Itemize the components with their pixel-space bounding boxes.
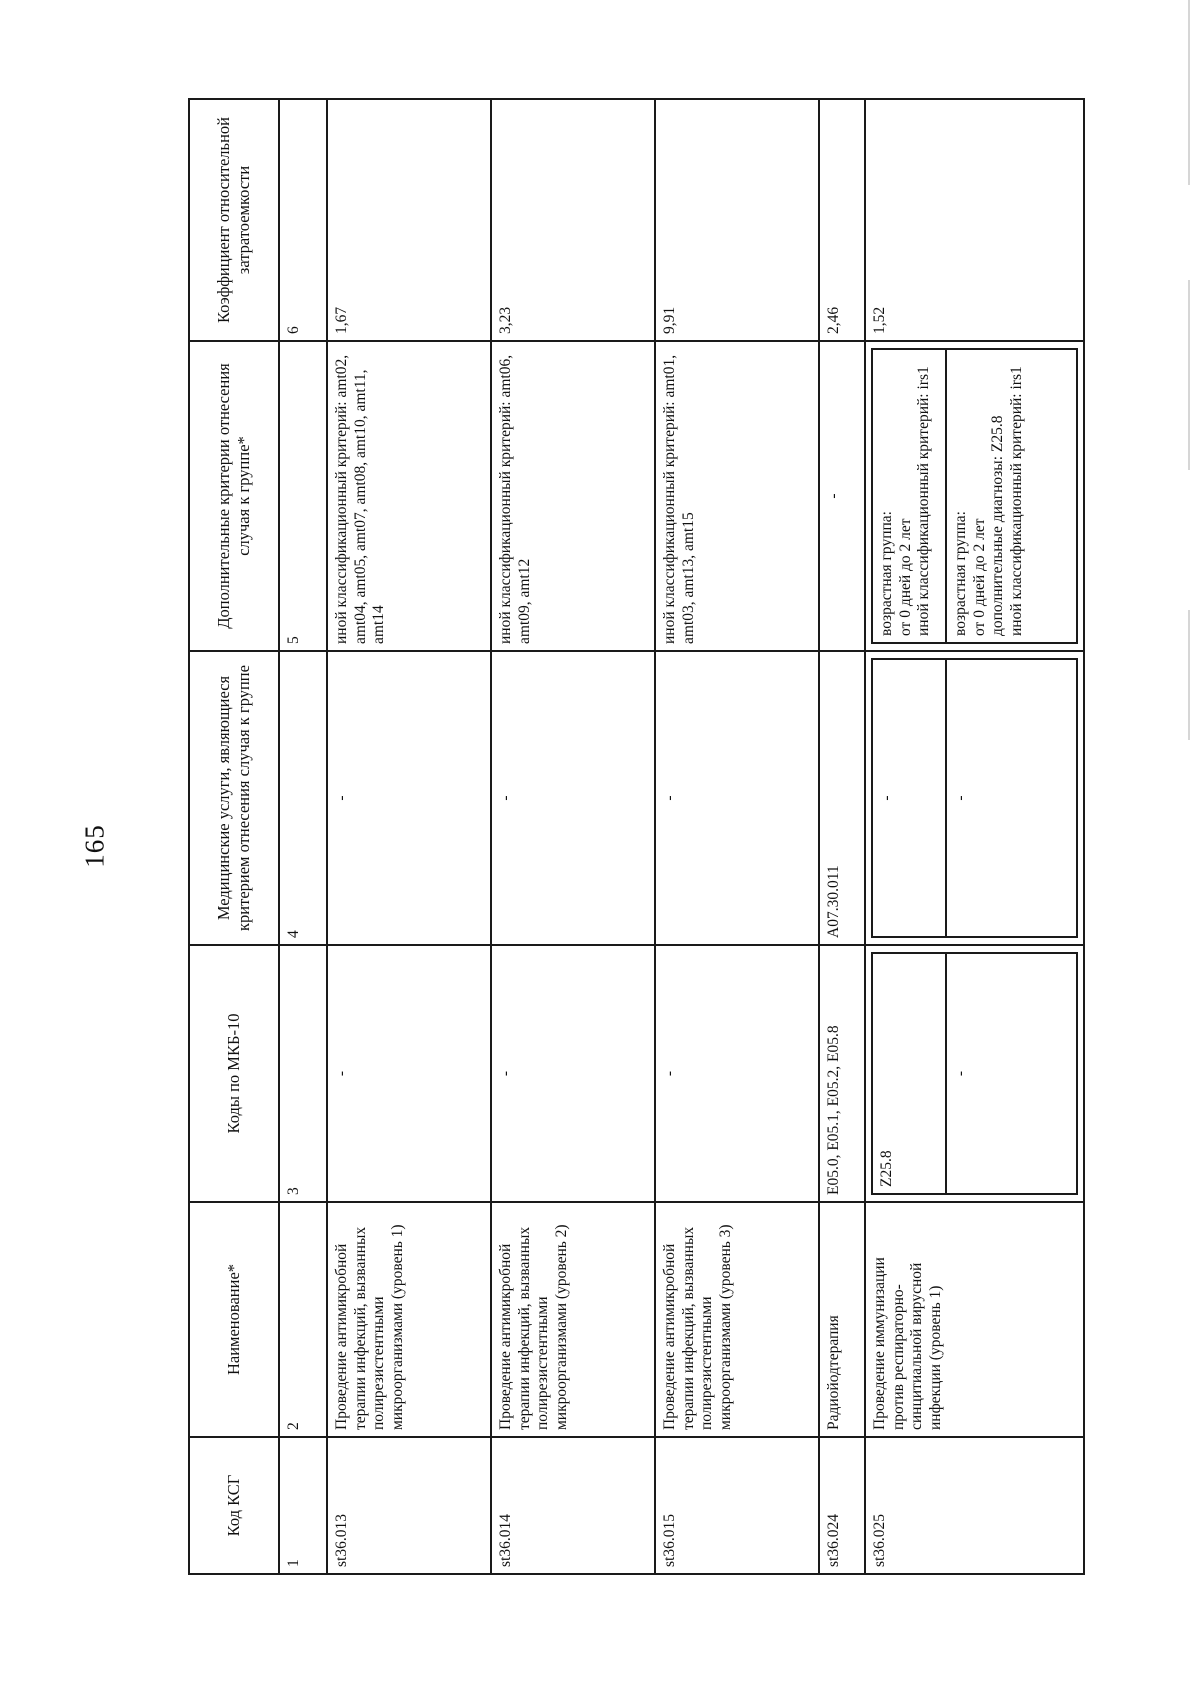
header-row (189, 99, 279, 1574)
column-number: 6 (279, 99, 327, 341)
ksg-table (188, 98, 1085, 1575)
table-row (819, 99, 865, 1574)
column-number: 2 (279, 1202, 327, 1437)
table-row (655, 99, 819, 1574)
additional-criteria: иной классификационный критерий: amt06, amt09, amt12 (491, 341, 655, 651)
column-number: 1 (279, 1437, 327, 1574)
header-icd: Коды по МКБ-10 (189, 945, 279, 1202)
column-number: 5 (279, 341, 327, 651)
ksg-name: Радиойодтерапия (819, 1202, 865, 1437)
ksg-code: st36.024 (819, 1437, 865, 1574)
table-row (491, 99, 655, 1574)
ksg-code: st36.025 (865, 1437, 1084, 1574)
additional-criteria: иной классификационный критерий: amt02, amt04, amt05, amt07, amt08, amt10, amt11, amt14 (327, 341, 491, 651)
header-name: Наименование* (189, 1202, 279, 1437)
column-number: 3 (279, 945, 327, 1202)
cost-coefficient: 3,23 (491, 99, 655, 341)
medical-services: - (946, 659, 1077, 937)
column-number: 4 (279, 651, 327, 945)
cost-coefficient: 9,91 (655, 99, 819, 341)
ksg-code: st36.015 (655, 1437, 819, 1574)
additional-criteria-cell (865, 341, 1084, 651)
header-code: Код КСГ (189, 1437, 279, 1574)
icd-codes: Z25.8 (872, 953, 946, 1194)
icd-codes: E05.0, E05.1, E05.2, E05.8 (819, 945, 865, 1202)
icd-codes: - (491, 945, 655, 1202)
scan-edge-line (1188, 280, 1190, 470)
cost-coefficient: 2,46 (819, 99, 865, 341)
additional-criteria: - (819, 341, 865, 651)
ksg-code: st36.013 (327, 1437, 491, 1574)
criteria-line: возрастная группа: (952, 511, 969, 636)
ksg-name: Проведение антимикробной терапии инфекций, вызванных полирезистентными микроорганизмами (уровень 1) (327, 1202, 491, 1437)
criteria-line: от 0 дней до 2 лет (896, 518, 914, 636)
page-number: 165 (79, 824, 110, 868)
rotated-table-container (188, 100, 1085, 1575)
cost-coefficient: 1,52 (865, 99, 1084, 341)
icd-codes: - (946, 953, 1077, 1194)
icd-codes: - (327, 945, 491, 1202)
column-number-row (279, 99, 327, 1574)
header-services: Медицинские услуги, являющиеся критерием отнесения случая к группе (189, 651, 279, 945)
additional-criteria (872, 349, 946, 643)
medical-services: - (655, 651, 819, 945)
header-criteria: Дополнительные критерии отнесения случая к группе* (189, 341, 279, 651)
table-row (865, 99, 1084, 1574)
medical-services: A07.30.011 (819, 651, 865, 945)
header-coefficient: Коэффициент относительной затратоемкости (189, 99, 279, 341)
ksg-code: st36.014 (491, 1437, 655, 1574)
table-row (327, 99, 491, 1574)
icd-codes: - (655, 945, 819, 1202)
criteria-line: от 0 дней до 2 лет (970, 518, 988, 636)
scan-edge-line (1188, 0, 1190, 185)
criteria-line: дополнительные диагнозы: Z25.8 (989, 415, 1007, 636)
ksg-name: Проведение иммунизации против респираторно-синцитиальной вирусной инфекции (уровень 1) (865, 1202, 1084, 1437)
scan-edge-line (1188, 610, 1190, 740)
medical-services: - (872, 659, 946, 937)
ksg-name: Проведение антимикробной терапии инфекций, вызванных полирезистентными микроорганизмами (уровень 3) (655, 1202, 819, 1437)
criteria-line: возрастная группа: (878, 511, 895, 636)
criteria-line: иной классификационный критерий: irs1 (915, 366, 933, 636)
criteria-line: иной классификационный критерий: irs1 (1007, 366, 1025, 636)
medical-services: - (491, 651, 655, 945)
medical-services-cell (865, 651, 1084, 945)
icd-codes-cell (865, 945, 1084, 1202)
additional-criteria: иной классификационный критерий: amt01, amt03, amt13, amt15 (655, 341, 819, 651)
medical-services: - (327, 651, 491, 945)
cost-coefficient: 1,67 (327, 99, 491, 341)
additional-criteria (946, 349, 1077, 643)
ksg-name: Проведение антимикробной терапии инфекций, вызванных полирезистентными микроорганизмами (уровень 2) (491, 1202, 655, 1437)
